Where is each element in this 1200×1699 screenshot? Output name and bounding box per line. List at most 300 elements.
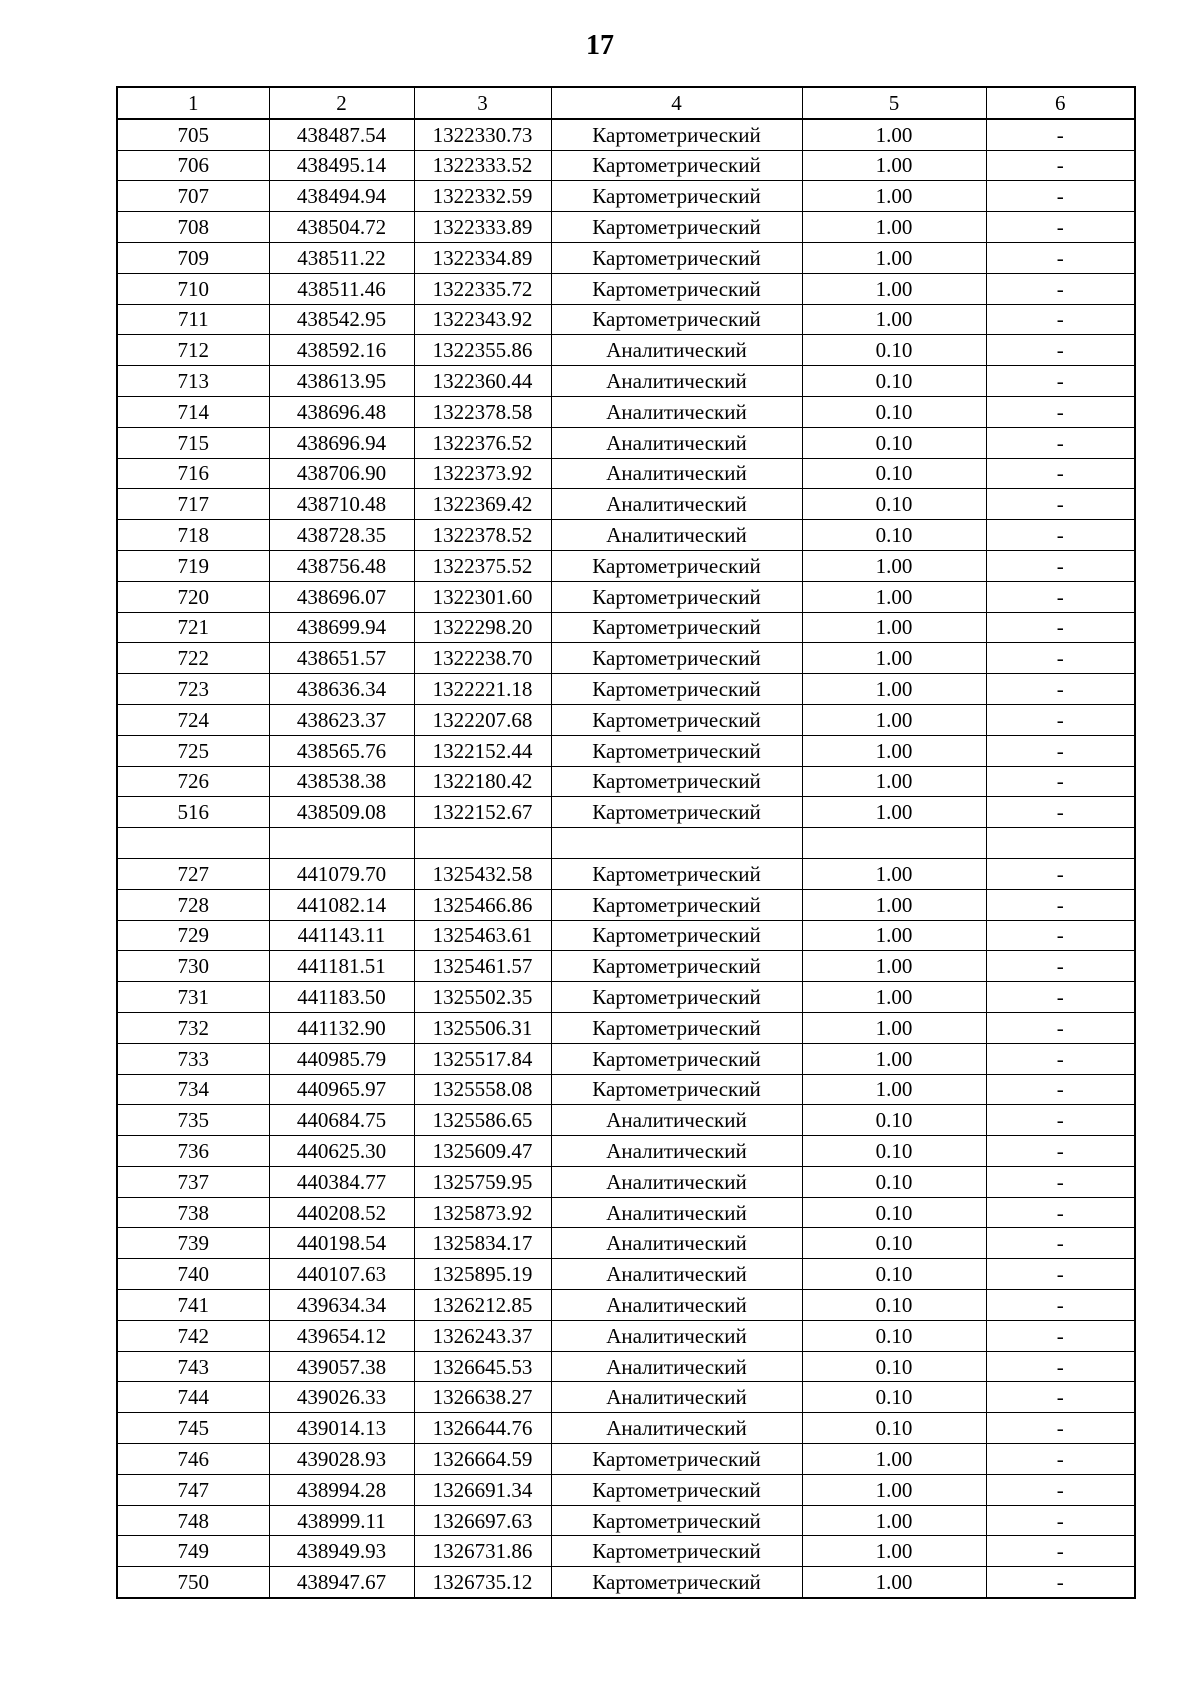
note-cell: -	[986, 1290, 1135, 1321]
point-number-cell: 750	[117, 1567, 269, 1598]
page-number: 17	[586, 30, 614, 61]
y-coordinate-cell: 1322301.60	[414, 581, 551, 612]
point-number-cell: 712	[117, 335, 269, 366]
x-coordinate-cell: 440208.52	[269, 1197, 414, 1228]
note-cell: -	[986, 612, 1135, 643]
point-number-cell: 710	[117, 273, 269, 304]
note-cell: -	[986, 1197, 1135, 1228]
table-row	[117, 550, 1135, 581]
method-cell: Аналитический	[551, 1382, 802, 1413]
x-coordinate-cell: 438706.90	[269, 458, 414, 489]
method-cell: Аналитический	[551, 458, 802, 489]
accuracy-cell: 1.00	[802, 1567, 986, 1598]
x-coordinate-cell: 441079.70	[269, 858, 414, 889]
method-cell: Аналитический	[551, 1166, 802, 1197]
x-coordinate-cell: 440985.79	[269, 1043, 414, 1074]
method-cell: Аналитический	[551, 366, 802, 397]
x-coordinate-cell: 440625.30	[269, 1136, 414, 1167]
table-row	[117, 581, 1135, 612]
x-coordinate-cell: 438636.34	[269, 674, 414, 705]
y-coordinate-cell: 1325609.47	[414, 1136, 551, 1167]
y-coordinate-cell: 1322330.73	[414, 119, 551, 150]
accuracy-cell: 0.10	[802, 1228, 986, 1259]
y-coordinate-cell: 1325466.86	[414, 889, 551, 920]
accuracy-cell: 0.10	[802, 427, 986, 458]
y-coordinate-cell: 1322378.58	[414, 396, 551, 427]
coordinates-table	[116, 86, 1136, 1599]
method-cell: Картометрический	[551, 704, 802, 735]
point-number-cell: 733	[117, 1043, 269, 1074]
note-cell: -	[986, 1351, 1135, 1382]
point-number-cell: 728	[117, 889, 269, 920]
accuracy-cell: 1.00	[802, 581, 986, 612]
accuracy-cell: 0.10	[802, 1413, 986, 1444]
x-coordinate-cell: 438696.94	[269, 427, 414, 458]
x-coordinate-cell: 438511.22	[269, 242, 414, 273]
note-cell: -	[986, 704, 1135, 735]
y-coordinate-cell: 1322332.59	[414, 181, 551, 212]
accuracy-cell: 1.00	[802, 212, 986, 243]
note-cell: -	[986, 1382, 1135, 1413]
accuracy-cell: 0.10	[802, 1259, 986, 1290]
x-coordinate-cell: 441082.14	[269, 889, 414, 920]
y-coordinate-cell: 1322298.20	[414, 612, 551, 643]
x-coordinate-cell: 440198.54	[269, 1228, 414, 1259]
table-row	[117, 1567, 1135, 1598]
accuracy-cell: 0.10	[802, 520, 986, 551]
table-row	[117, 858, 1135, 889]
accuracy-cell: 1.00	[802, 797, 986, 828]
accuracy-cell: 1.00	[802, 704, 986, 735]
point-number-cell: 736	[117, 1136, 269, 1167]
y-coordinate-cell: 1322343.92	[414, 304, 551, 335]
note-cell: -	[986, 427, 1135, 458]
x-coordinate-cell: 438623.37	[269, 704, 414, 735]
note-cell: -	[986, 982, 1135, 1013]
point-number-cell: 716	[117, 458, 269, 489]
y-coordinate-cell: 1322221.18	[414, 674, 551, 705]
y-coordinate-cell: 1322360.44	[414, 366, 551, 397]
x-coordinate-cell: 439654.12	[269, 1320, 414, 1351]
x-coordinate-cell: 438509.08	[269, 797, 414, 828]
note-cell: -	[986, 304, 1135, 335]
point-number-cell: 708	[117, 212, 269, 243]
point-number-cell: 749	[117, 1536, 269, 1567]
table-row	[117, 119, 1135, 150]
point-number-cell: 516	[117, 797, 269, 828]
note-cell: -	[986, 181, 1135, 212]
y-coordinate-cell: 1325502.35	[414, 982, 551, 1013]
method-cell: Картометрический	[551, 1074, 802, 1105]
y-coordinate-cell: 1325586.65	[414, 1105, 551, 1136]
table-row	[117, 150, 1135, 181]
accuracy-cell: 1.00	[802, 674, 986, 705]
table-row	[117, 674, 1135, 705]
table-header	[117, 87, 1135, 119]
y-coordinate-cell: 1325834.17	[414, 1228, 551, 1259]
x-coordinate-cell: 438592.16	[269, 335, 414, 366]
x-coordinate-cell: 439028.93	[269, 1444, 414, 1475]
column-header: 2	[269, 87, 414, 119]
y-coordinate-cell: 1322373.92	[414, 458, 551, 489]
x-coordinate-cell: 438495.14	[269, 150, 414, 181]
table-row	[117, 1413, 1135, 1444]
table-row	[117, 1536, 1135, 1567]
x-coordinate-cell: 439634.34	[269, 1290, 414, 1321]
method-cell: Картометрический	[551, 1444, 802, 1475]
accuracy-cell: 0.10	[802, 1290, 986, 1321]
note-cell: -	[986, 1136, 1135, 1167]
y-coordinate-cell: 1325506.31	[414, 1012, 551, 1043]
y-coordinate-cell: 1322152.44	[414, 735, 551, 766]
note-cell: -	[986, 1259, 1135, 1290]
point-number-cell: 748	[117, 1505, 269, 1536]
column-header: 4	[551, 87, 802, 119]
accuracy-cell: 1.00	[802, 920, 986, 951]
point-number-cell: 741	[117, 1290, 269, 1321]
table-row	[117, 1228, 1135, 1259]
accuracy-cell: 1.00	[802, 1444, 986, 1475]
note-cell: -	[986, 1444, 1135, 1475]
table-row	[117, 1320, 1135, 1351]
accuracy-cell: 1.00	[802, 735, 986, 766]
accuracy-cell: 1.00	[802, 150, 986, 181]
point-number-cell: 722	[117, 643, 269, 674]
point-number-cell: 739	[117, 1228, 269, 1259]
point-number-cell: 729	[117, 920, 269, 951]
method-cell: Аналитический	[551, 427, 802, 458]
point-number-cell: 725	[117, 735, 269, 766]
accuracy-cell: 1.00	[802, 982, 986, 1013]
x-coordinate-cell: 438538.38	[269, 766, 414, 797]
y-coordinate-cell: 1325461.57	[414, 951, 551, 982]
method-cell: Картометрический	[551, 1567, 802, 1598]
point-number-cell: 711	[117, 304, 269, 335]
y-coordinate-cell: 1322238.70	[414, 643, 551, 674]
table-row	[117, 396, 1135, 427]
accuracy-cell: 1.00	[802, 1043, 986, 1074]
point-number-cell: 744	[117, 1382, 269, 1413]
x-coordinate-cell: 438756.48	[269, 550, 414, 581]
table-row	[117, 1505, 1135, 1536]
table-row	[117, 1136, 1135, 1167]
accuracy-cell: 1.00	[802, 858, 986, 889]
note-cell: -	[986, 1474, 1135, 1505]
note-cell: -	[986, 920, 1135, 951]
note-cell: -	[986, 581, 1135, 612]
x-coordinate-cell: 438613.95	[269, 366, 414, 397]
x-coordinate-cell: 438487.54	[269, 119, 414, 150]
point-number-cell: 713	[117, 366, 269, 397]
note-cell: -	[986, 735, 1135, 766]
table-row	[117, 335, 1135, 366]
y-coordinate-cell: 1322335.72	[414, 273, 551, 304]
y-coordinate-cell: 1325463.61	[414, 920, 551, 951]
accuracy-cell: 0.10	[802, 1382, 986, 1413]
y-coordinate-cell: 1325517.84	[414, 1043, 551, 1074]
point-number-cell	[117, 828, 269, 859]
method-cell: Картометрический	[551, 1043, 802, 1074]
x-coordinate-cell: 441132.90	[269, 1012, 414, 1043]
point-number-cell: 726	[117, 766, 269, 797]
table-row	[117, 366, 1135, 397]
method-cell: Картометрический	[551, 1474, 802, 1505]
point-number-cell: 727	[117, 858, 269, 889]
accuracy-cell: 1.00	[802, 550, 986, 581]
point-number-cell: 743	[117, 1351, 269, 1382]
method-cell: Аналитический	[551, 1197, 802, 1228]
point-number-cell: 730	[117, 951, 269, 982]
method-cell: Аналитический	[551, 1413, 802, 1444]
table-row	[117, 1012, 1135, 1043]
y-coordinate-cell: 1325895.19	[414, 1259, 551, 1290]
note-cell: -	[986, 951, 1135, 982]
x-coordinate-cell: 441143.11	[269, 920, 414, 951]
method-cell: Картометрический	[551, 982, 802, 1013]
accuracy-cell: 1.00	[802, 643, 986, 674]
x-coordinate-cell: 438699.94	[269, 612, 414, 643]
accuracy-cell: 0.10	[802, 1197, 986, 1228]
note-cell: -	[986, 1012, 1135, 1043]
method-cell: Аналитический	[551, 335, 802, 366]
method-cell: Аналитический	[551, 1320, 802, 1351]
point-number-cell: 746	[117, 1444, 269, 1475]
table-body	[117, 119, 1135, 1598]
note-cell: -	[986, 766, 1135, 797]
y-coordinate-cell: 1325759.95	[414, 1166, 551, 1197]
method-cell: Картометрический	[551, 920, 802, 951]
accuracy-cell: 1.00	[802, 273, 986, 304]
method-cell: Картометрический	[551, 951, 802, 982]
accuracy-cell: 0.10	[802, 1105, 986, 1136]
accuracy-cell: 0.10	[802, 396, 986, 427]
x-coordinate-cell: 441183.50	[269, 982, 414, 1013]
point-number-cell: 719	[117, 550, 269, 581]
table-row	[117, 1105, 1135, 1136]
note-cell: -	[986, 1105, 1135, 1136]
point-number-cell: 724	[117, 704, 269, 735]
accuracy-cell: 0.10	[802, 1351, 986, 1382]
note-cell: -	[986, 273, 1135, 304]
table-row	[117, 1382, 1135, 1413]
table-row	[117, 797, 1135, 828]
point-number-cell: 737	[117, 1166, 269, 1197]
x-coordinate-cell: 438710.48	[269, 489, 414, 520]
table-row	[117, 1351, 1135, 1382]
point-number-cell: 735	[117, 1105, 269, 1136]
y-coordinate-cell: 1326638.27	[414, 1382, 551, 1413]
method-cell: Картометрический	[551, 581, 802, 612]
table-row	[117, 951, 1135, 982]
method-cell: Картометрический	[551, 735, 802, 766]
accuracy-cell: 1.00	[802, 1536, 986, 1567]
table-row	[117, 766, 1135, 797]
y-coordinate-cell: 1326735.12	[414, 1567, 551, 1598]
y-coordinate-cell: 1322152.67	[414, 797, 551, 828]
point-number-cell: 715	[117, 427, 269, 458]
x-coordinate-cell: 438504.72	[269, 212, 414, 243]
table-row	[117, 520, 1135, 551]
y-coordinate-cell: 1326664.59	[414, 1444, 551, 1475]
y-coordinate-cell: 1326731.86	[414, 1536, 551, 1567]
y-coordinate-cell: 1322207.68	[414, 704, 551, 735]
column-header: 1	[117, 87, 269, 119]
x-coordinate-cell: 438949.93	[269, 1536, 414, 1567]
accuracy-cell: 1.00	[802, 304, 986, 335]
method-cell: Картометрический	[551, 273, 802, 304]
method-cell: Картометрический	[551, 150, 802, 181]
accuracy-cell: 0.10	[802, 1136, 986, 1167]
method-cell: Картометрический	[551, 1012, 802, 1043]
x-coordinate-cell: 438542.95	[269, 304, 414, 335]
x-coordinate-cell: 438565.76	[269, 735, 414, 766]
accuracy-cell: 1.00	[802, 181, 986, 212]
table-row	[117, 643, 1135, 674]
accuracy-cell: 0.10	[802, 335, 986, 366]
note-cell: -	[986, 489, 1135, 520]
method-cell: Картометрический	[551, 212, 802, 243]
y-coordinate-cell: 1326645.53	[414, 1351, 551, 1382]
y-coordinate-cell: 1326644.76	[414, 1413, 551, 1444]
x-coordinate-cell: 438999.11	[269, 1505, 414, 1536]
header-row	[117, 87, 1135, 119]
table-row	[117, 458, 1135, 489]
y-coordinate-cell: 1322355.86	[414, 335, 551, 366]
note-cell: -	[986, 1413, 1135, 1444]
method-cell	[551, 828, 802, 859]
method-cell: Картометрический	[551, 797, 802, 828]
accuracy-cell: 1.00	[802, 1505, 986, 1536]
method-cell: Аналитический	[551, 520, 802, 551]
table-row	[117, 704, 1135, 735]
table-row	[117, 1074, 1135, 1105]
column-header: 5	[802, 87, 986, 119]
point-number-cell: 731	[117, 982, 269, 1013]
x-coordinate-cell: 438947.67	[269, 1567, 414, 1598]
y-coordinate-cell: 1325432.58	[414, 858, 551, 889]
method-cell: Картометрический	[551, 119, 802, 150]
method-cell: Картометрический	[551, 674, 802, 705]
method-cell: Аналитический	[551, 396, 802, 427]
table-row	[117, 920, 1135, 951]
note-cell: -	[986, 520, 1135, 551]
y-coordinate-cell: 1322375.52	[414, 550, 551, 581]
method-cell: Картометрический	[551, 612, 802, 643]
point-number-cell: 723	[117, 674, 269, 705]
accuracy-cell: 1.00	[802, 612, 986, 643]
note-cell: -	[986, 366, 1135, 397]
method-cell: Аналитический	[551, 489, 802, 520]
x-coordinate-cell: 440107.63	[269, 1259, 414, 1290]
table-row	[117, 1474, 1135, 1505]
y-coordinate-cell: 1326691.34	[414, 1474, 551, 1505]
accuracy-cell: 1.00	[802, 242, 986, 273]
y-coordinate-cell	[414, 828, 551, 859]
x-coordinate-cell: 439014.13	[269, 1413, 414, 1444]
table-row	[117, 427, 1135, 458]
note-cell: -	[986, 1074, 1135, 1105]
table-row	[117, 889, 1135, 920]
y-coordinate-cell: 1322333.89	[414, 212, 551, 243]
point-number-cell: 747	[117, 1474, 269, 1505]
point-number-cell: 720	[117, 581, 269, 612]
point-number-cell: 738	[117, 1197, 269, 1228]
accuracy-cell: 0.10	[802, 1320, 986, 1351]
note-cell: -	[986, 550, 1135, 581]
accuracy-cell: 1.00	[802, 889, 986, 920]
y-coordinate-cell: 1325873.92	[414, 1197, 551, 1228]
x-coordinate-cell: 440384.77	[269, 1166, 414, 1197]
point-number-cell: 706	[117, 150, 269, 181]
accuracy-cell: 1.00	[802, 119, 986, 150]
method-cell: Картометрический	[551, 1536, 802, 1567]
accuracy-cell	[802, 828, 986, 859]
table-row	[117, 612, 1135, 643]
note-cell: -	[986, 1505, 1135, 1536]
x-coordinate-cell: 438696.48	[269, 396, 414, 427]
table-row	[117, 1166, 1135, 1197]
method-cell: Картометрический	[551, 304, 802, 335]
table-row	[117, 1259, 1135, 1290]
table-row	[117, 1444, 1135, 1475]
x-coordinate-cell: 438494.94	[269, 181, 414, 212]
table-row	[117, 273, 1135, 304]
y-coordinate-cell: 1326212.85	[414, 1290, 551, 1321]
note-cell	[986, 828, 1135, 859]
point-number-cell: 709	[117, 242, 269, 273]
table-row	[117, 1197, 1135, 1228]
x-coordinate-cell: 438728.35	[269, 520, 414, 551]
x-coordinate-cell: 440684.75	[269, 1105, 414, 1136]
table-row	[117, 1043, 1135, 1074]
method-cell: Аналитический	[551, 1259, 802, 1290]
method-cell: Аналитический	[551, 1351, 802, 1382]
x-coordinate-cell: 438696.07	[269, 581, 414, 612]
point-number-cell: 732	[117, 1012, 269, 1043]
table-row	[117, 982, 1135, 1013]
y-coordinate-cell: 1322369.42	[414, 489, 551, 520]
note-cell: -	[986, 1043, 1135, 1074]
point-number-cell: 740	[117, 1259, 269, 1290]
point-number-cell: 714	[117, 396, 269, 427]
note-cell: -	[986, 1536, 1135, 1567]
table-row	[117, 735, 1135, 766]
note-cell: -	[986, 643, 1135, 674]
point-number-cell: 742	[117, 1320, 269, 1351]
method-cell: Картометрический	[551, 858, 802, 889]
x-coordinate-cell: 439026.33	[269, 1382, 414, 1413]
accuracy-cell: 1.00	[802, 1474, 986, 1505]
note-cell: -	[986, 1166, 1135, 1197]
accuracy-cell: 0.10	[802, 458, 986, 489]
note-cell: -	[986, 335, 1135, 366]
note-cell: -	[986, 1320, 1135, 1351]
point-number-cell: 705	[117, 119, 269, 150]
method-cell: Аналитический	[551, 1105, 802, 1136]
point-number-cell: 721	[117, 612, 269, 643]
method-cell: Аналитический	[551, 1136, 802, 1167]
table-row	[117, 1290, 1135, 1321]
point-number-cell: 745	[117, 1413, 269, 1444]
note-cell: -	[986, 396, 1135, 427]
method-cell: Картометрический	[551, 242, 802, 273]
point-number-cell: 707	[117, 181, 269, 212]
note-cell: -	[986, 150, 1135, 181]
note-cell: -	[986, 119, 1135, 150]
x-coordinate-cell: 438651.57	[269, 643, 414, 674]
table-row	[117, 181, 1135, 212]
accuracy-cell: 1.00	[802, 951, 986, 982]
